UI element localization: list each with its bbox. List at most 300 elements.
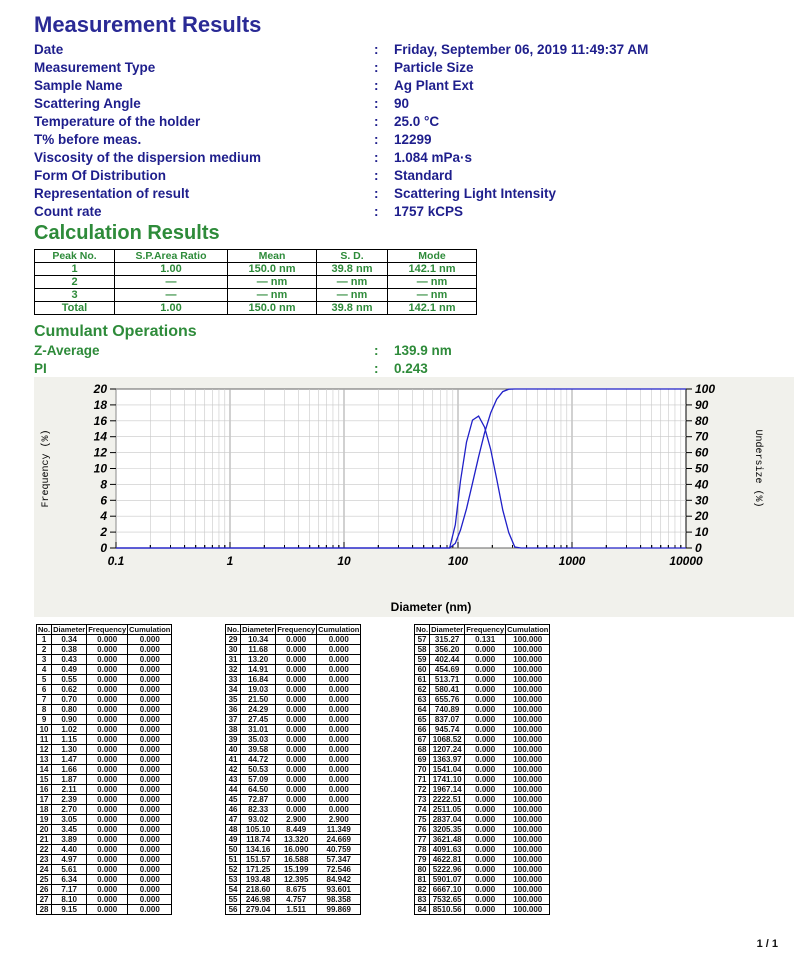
field-label: Temperature of the holder: [34, 114, 201, 129]
data-header: Diameter: [53, 625, 86, 634]
data-cell: 5222.96: [430, 865, 465, 875]
data-cell: 655.76: [430, 695, 465, 705]
data-cell: 0.000: [465, 785, 506, 795]
data-cell: 9.15: [52, 905, 87, 915]
data-cell: 11.68: [241, 645, 276, 655]
data-cell: 84.942: [317, 875, 361, 885]
data-cell: 1741.10: [430, 775, 465, 785]
data-cell: 58: [415, 645, 430, 655]
data-cell: 39.58: [241, 745, 276, 755]
data-cell: 30: [226, 645, 241, 655]
data-cell: 41: [226, 755, 241, 765]
field-row: [34, 113, 774, 131]
data-row: [37, 655, 172, 665]
data-cell: 48: [226, 825, 241, 835]
data-row: [415, 715, 550, 725]
data-cell: 580.41: [430, 685, 465, 695]
x-tick-label: 100: [447, 554, 469, 568]
data-cell: 100.000: [506, 675, 550, 685]
data-cell: 0.000: [128, 745, 172, 755]
y-tick-label: 4: [100, 509, 107, 524]
data-cell: 0.000: [276, 645, 317, 655]
data-row: [226, 745, 361, 755]
data-cell: 0.000: [465, 695, 506, 705]
data-row: [37, 665, 172, 675]
cumulant-value: 0.243: [394, 361, 428, 376]
data-cell: 740.89: [430, 705, 465, 715]
data-cell: 13.20: [241, 655, 276, 665]
data-cell: 7.17: [52, 885, 87, 895]
data-row: [37, 835, 172, 845]
colon: :: [374, 361, 379, 376]
data-cell: 0.000: [128, 715, 172, 725]
data-cell: 0.000: [465, 745, 506, 755]
data-cell: 0.000: [87, 775, 128, 785]
field-label: Form Of Distribution: [34, 168, 166, 183]
data-cell: 0.000: [87, 835, 128, 845]
measurement-fields: [34, 41, 774, 221]
data-cell: 151.57: [241, 855, 276, 865]
data-cell: 0.000: [317, 755, 361, 765]
data-cell: 98.358: [317, 895, 361, 905]
data-cell: 6667.10: [430, 885, 465, 895]
data-cell: 246.98: [241, 895, 276, 905]
calc-cell: 3: [35, 289, 115, 302]
data-cell: 0.000: [87, 845, 128, 855]
data-row: [37, 745, 172, 755]
data-cell: 0.38: [52, 645, 87, 655]
field-label: Date: [34, 42, 64, 57]
data-row: [226, 695, 361, 705]
calc-header: Peak No.: [35, 250, 115, 263]
data-row: [415, 745, 550, 755]
data-header: No.: [227, 625, 240, 634]
data-cell: 73: [415, 795, 430, 805]
data-row: [37, 755, 172, 765]
y2-axis-label: Undersize (%): [752, 429, 763, 508]
data-row: [415, 775, 550, 785]
cumulant-fields: [34, 342, 774, 378]
data-cell: 0.000: [276, 725, 317, 735]
data-cell: 0.000: [87, 675, 128, 685]
data-row: [37, 855, 172, 865]
calc-cell: —: [115, 276, 228, 289]
data-cell: 39: [226, 735, 241, 745]
data-cell: 1.15: [52, 735, 87, 745]
data-cell: 12: [37, 745, 52, 755]
data-cell: 0.000: [87, 665, 128, 675]
data-cell: 0.49: [52, 665, 87, 675]
cumulant-row: [34, 360, 774, 378]
data-cell: 100.000: [506, 845, 550, 855]
data-cell: 45: [226, 795, 241, 805]
data-cell: 100.000: [506, 735, 550, 745]
data-cell: 64.50: [241, 785, 276, 795]
data-cell: 0.34: [52, 635, 87, 645]
data-cell: 0.000: [128, 815, 172, 825]
field-row: [34, 77, 774, 95]
data-cell: 93.601: [317, 885, 361, 895]
data-cell: 100.000: [506, 855, 550, 865]
data-row: [226, 845, 361, 855]
calc-header: S.P.Area Ratio: [115, 250, 228, 263]
field-value: 25.0 °C: [394, 114, 440, 129]
y2-tick-label: 60: [695, 445, 709, 460]
field-row: [34, 95, 774, 113]
data-row: [226, 825, 361, 835]
data-cell: 0.000: [465, 715, 506, 725]
calculation-table: [34, 249, 477, 315]
data-cell: 0.000: [276, 785, 317, 795]
data-row: [415, 895, 550, 905]
field-value: Particle Size: [394, 60, 474, 75]
y2-tick-label: 10: [695, 525, 709, 540]
field-value: 1757 kCPS: [394, 204, 464, 219]
data-cell: 0.000: [128, 805, 172, 815]
data-cell: 8.675: [276, 885, 317, 895]
data-cell: 54: [226, 885, 241, 895]
data-cell: 0.000: [87, 895, 128, 905]
data-cell: 0.000: [128, 665, 172, 675]
data-cell: 55: [226, 895, 241, 905]
calc-row: [35, 289, 477, 302]
data-cell: 218.60: [241, 885, 276, 895]
data-cell: 0.000: [87, 825, 128, 835]
data-cell: 40: [226, 745, 241, 755]
calc-cell: 142.1 nm: [388, 263, 477, 276]
data-cell: 2.70: [52, 805, 87, 815]
data-cell: 0.000: [87, 755, 128, 765]
data-cell: 0.000: [465, 845, 506, 855]
data-row: [415, 635, 550, 645]
data-header-row: [37, 625, 172, 635]
data-cell: 0.000: [276, 685, 317, 695]
calc-row: [35, 276, 477, 289]
field-value: 90: [394, 96, 410, 111]
data-cell: 134.16: [241, 845, 276, 855]
data-row: [226, 645, 361, 655]
data-cell: 3.05: [52, 815, 87, 825]
field-value: Friday, September 06, 2019 11:49:37 AM: [394, 42, 649, 57]
y-tick-label: 12: [93, 445, 107, 460]
data-cell: 0.000: [276, 795, 317, 805]
calc-cell: — nm: [228, 289, 317, 302]
data-cell: 100.000: [506, 825, 550, 835]
y2-tick-label: 0: [695, 541, 702, 555]
data-cell: 15: [37, 775, 52, 785]
field-label: Measurement Type: [34, 60, 156, 75]
data-cell: 171.25: [241, 865, 276, 875]
data-cell: 0.000: [87, 785, 128, 795]
data-cell: 66: [415, 725, 430, 735]
data-cell: 82.33: [241, 805, 276, 815]
data-row: [415, 795, 550, 805]
field-row: [34, 167, 774, 185]
data-table-2: [225, 624, 361, 915]
chart-svg: [34, 377, 794, 617]
data-cell: 0.000: [87, 875, 128, 885]
data-header: Cumulation: [507, 625, 549, 634]
data-cell: 65: [415, 715, 430, 725]
data-cell: 402.44: [430, 655, 465, 665]
data-cell: 0.000: [87, 705, 128, 715]
data-cell: 0.000: [128, 885, 172, 895]
data-cell: 13.320: [276, 835, 317, 845]
data-row: [37, 695, 172, 705]
data-row: [415, 765, 550, 775]
data-cell: 2222.51: [430, 795, 465, 805]
data-cell: 4622.81: [430, 855, 465, 865]
calc-cell: 1.00: [115, 263, 228, 276]
data-row: [415, 705, 550, 715]
data-cell: 60: [415, 665, 430, 675]
data-row: [37, 895, 172, 905]
y2-tick-label: 70: [695, 429, 709, 444]
data-cell: 0.000: [465, 675, 506, 685]
size-distribution-chart: [34, 377, 794, 617]
data-row: [37, 865, 172, 875]
data-row: [415, 835, 550, 845]
data-header: No.: [38, 625, 51, 634]
data-cell: 0.000: [276, 715, 317, 725]
data-cell: 0.000: [465, 705, 506, 715]
data-cell: 0.000: [276, 675, 317, 685]
data-cell: 0.000: [465, 835, 506, 845]
data-cell: 100.000: [506, 875, 550, 885]
data-cell: 27.45: [241, 715, 276, 725]
data-cell: 19: [37, 815, 52, 825]
data-cell: 25: [37, 875, 52, 885]
data-cell: 72.546: [317, 865, 361, 875]
data-cell: 0.000: [465, 645, 506, 655]
data-cell: 0.000: [87, 805, 128, 815]
data-cell: 1363.97: [430, 755, 465, 765]
data-cell: 0.000: [128, 795, 172, 805]
data-cell: 61: [415, 675, 430, 685]
data-cell: 81: [415, 875, 430, 885]
data-row: [37, 885, 172, 895]
cumulant-title: Cumulant Operations: [34, 323, 197, 340]
data-cell: 72: [415, 785, 430, 795]
data-row: [226, 665, 361, 675]
data-header: Frequency: [466, 625, 505, 634]
data-cell: 80: [415, 865, 430, 875]
data-cell: 0.000: [276, 635, 317, 645]
data-cell: 0.000: [128, 675, 172, 685]
calc-title: Calculation Results: [34, 222, 220, 244]
data-cell: 100.000: [506, 655, 550, 665]
data-cell: 100.000: [506, 725, 550, 735]
data-row: [415, 665, 550, 675]
data-cell: 2.39: [52, 795, 87, 805]
data-cell: 13: [37, 755, 52, 765]
data-cell: 0.000: [465, 765, 506, 775]
calc-cell: 150.0 nm: [228, 302, 317, 315]
data-row: [226, 675, 361, 685]
data-cell: 16: [37, 785, 52, 795]
data-row: [226, 905, 361, 915]
data-cell: 57.09: [241, 775, 276, 785]
data-cell: 11.349: [317, 825, 361, 835]
data-cell: 0.000: [465, 895, 506, 905]
data-header: Diameter: [431, 625, 464, 634]
data-table-3: [414, 624, 550, 915]
data-cell: 100.000: [506, 815, 550, 825]
data-cell: 21: [37, 835, 52, 845]
colon: :: [374, 42, 379, 57]
data-header: Cumulation: [318, 625, 360, 634]
data-cell: 10.34: [241, 635, 276, 645]
data-cell: 1.02: [52, 725, 87, 735]
data-row: [415, 735, 550, 745]
data-cell: 0.000: [87, 645, 128, 655]
data-row: [415, 905, 550, 915]
data-cell: 454.69: [430, 665, 465, 675]
data-cell: 44.72: [241, 755, 276, 765]
data-cell: 2511.05: [430, 805, 465, 815]
data-cell: 0.000: [465, 725, 506, 735]
data-cell: 0.000: [317, 795, 361, 805]
data-cell: 11: [37, 735, 52, 745]
colon: :: [374, 186, 379, 201]
data-row: [415, 645, 550, 655]
calc-cell: —: [115, 289, 228, 302]
data-cell: 62: [415, 685, 430, 695]
page-number: 1 / 1: [756, 938, 778, 950]
data-cell: 0.000: [465, 805, 506, 815]
data-cell: 67: [415, 735, 430, 745]
data-cell: 19.03: [241, 685, 276, 695]
data-cell: 0.000: [128, 825, 172, 835]
data-cell: 7532.65: [430, 895, 465, 905]
data-row: [226, 735, 361, 745]
field-label: T% before meas.: [34, 132, 142, 147]
field-row: [34, 131, 774, 149]
data-cell: 945.74: [430, 725, 465, 735]
data-cell: 77: [415, 835, 430, 845]
data-row: [37, 635, 172, 645]
cumulant-value: 139.9 nm: [394, 343, 452, 358]
data-cell: 4.40: [52, 845, 87, 855]
data-cell: 2.11: [52, 785, 87, 795]
x-tick-label: 1: [226, 554, 234, 568]
data-cell: 0.000: [87, 715, 128, 725]
data-cell: 0.000: [87, 635, 128, 645]
data-row: [37, 805, 172, 815]
data-row: [226, 635, 361, 645]
data-header: Cumulation: [129, 625, 171, 634]
y2-tick-label: 30: [695, 493, 709, 508]
data-cell: 100.000: [506, 635, 550, 645]
data-row: [226, 775, 361, 785]
data-cell: 100.000: [506, 795, 550, 805]
data-row: [415, 885, 550, 895]
data-cell: 0.000: [317, 715, 361, 725]
data-cell: 0.000: [128, 835, 172, 845]
data-cell: 16.588: [276, 855, 317, 865]
data-cell: 0.000: [465, 795, 506, 805]
data-cell: 0.000: [276, 755, 317, 765]
data-cell: 0.000: [317, 705, 361, 715]
data-row: [226, 715, 361, 725]
data-cell: 0.000: [87, 685, 128, 695]
field-value: 12299: [394, 132, 432, 147]
data-cell: 0.000: [465, 905, 506, 915]
data-cell: 26: [37, 885, 52, 895]
data-cell: 5.61: [52, 865, 87, 875]
data-row: [226, 765, 361, 775]
data-row: [415, 695, 550, 705]
data-cell: 0.000: [128, 895, 172, 905]
data-cell: 100.000: [506, 865, 550, 875]
data-cell: 74: [415, 805, 430, 815]
data-row: [37, 795, 172, 805]
data-cell: 5901.07: [430, 875, 465, 885]
data-cell: 3: [37, 655, 52, 665]
data-cell: 75: [415, 815, 430, 825]
data-cell: 0.000: [128, 765, 172, 775]
data-cell: 27: [37, 895, 52, 905]
data-cell: 100.000: [506, 685, 550, 695]
data-cell: 24.669: [317, 835, 361, 845]
data-cell: 0.000: [317, 655, 361, 665]
y2-tick-label: 90: [695, 397, 709, 412]
data-row: [37, 845, 172, 855]
data-cell: 0.000: [128, 865, 172, 875]
data-cell: 56: [226, 905, 241, 915]
data-cell: 279.04: [241, 905, 276, 915]
data-cell: 70: [415, 765, 430, 775]
y-tick-label: 20: [93, 382, 107, 396]
data-cell: 315.27: [430, 635, 465, 645]
data-cell: 64: [415, 705, 430, 715]
data-cell: 0.000: [87, 905, 128, 915]
data-cell: 43: [226, 775, 241, 785]
colon: :: [374, 114, 379, 129]
calc-cell: Total: [35, 302, 115, 315]
data-cell: 49: [226, 835, 241, 845]
data-cell: 100.000: [506, 775, 550, 785]
data-cell: 63: [415, 695, 430, 705]
data-cell: 3.89: [52, 835, 87, 845]
data-cell: 9: [37, 715, 52, 725]
data-cell: 0.000: [317, 695, 361, 705]
data-cell: 0.000: [276, 695, 317, 705]
data-cell: 0.131: [465, 635, 506, 645]
field-value: Ag Plant Ext: [394, 78, 474, 93]
data-cell: 83: [415, 895, 430, 905]
cumulant-label: PI: [34, 361, 47, 376]
calc-cell: — nm: [228, 276, 317, 289]
cumulant-label: Z-Average: [34, 343, 100, 358]
data-row: [415, 655, 550, 665]
data-cell: 28: [37, 905, 52, 915]
data-row: [226, 885, 361, 895]
colon: :: [374, 60, 379, 75]
y-tick-label: 6: [100, 493, 107, 508]
data-cell: 57: [415, 635, 430, 645]
data-cell: 0.000: [87, 795, 128, 805]
data-cell: 8: [37, 705, 52, 715]
data-cell: 69: [415, 755, 430, 765]
data-cell: 1967.14: [430, 785, 465, 795]
colon: :: [374, 132, 379, 147]
data-cell: 78: [415, 845, 430, 855]
data-row: [226, 805, 361, 815]
data-cell: 99.869: [317, 905, 361, 915]
data-row: [415, 845, 550, 855]
data-cell: 0.000: [276, 665, 317, 675]
